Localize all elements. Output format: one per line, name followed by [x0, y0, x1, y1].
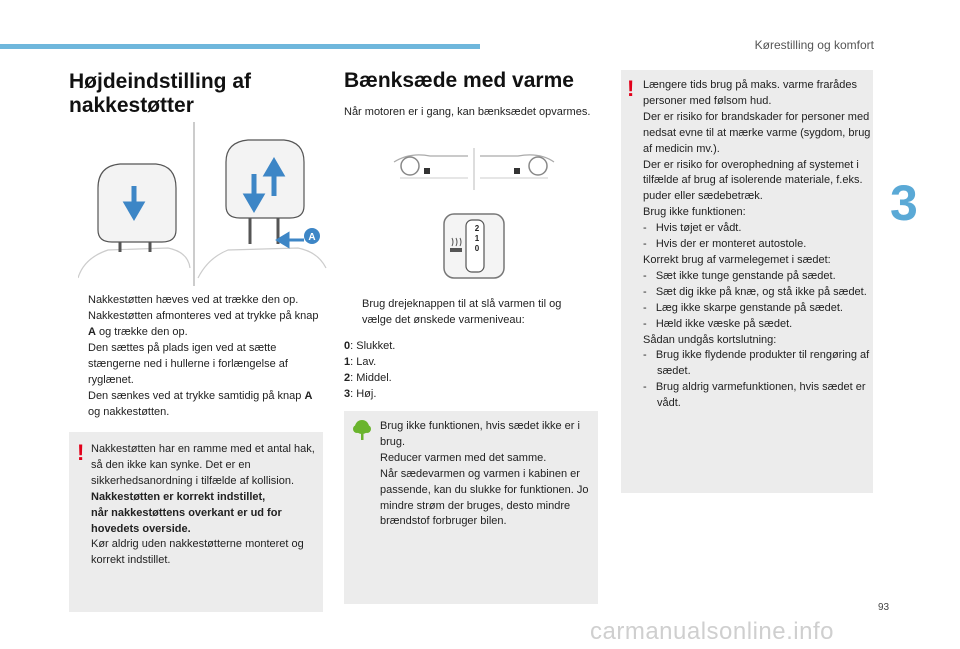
heated-seat-intro: Når motoren er i gang, kan bænksædet opvarmes.: [344, 106, 591, 118]
figure-label-a: A: [308, 232, 316, 243]
headrest-illustration: [78, 118, 334, 288]
heated-seat-illustration: [390, 148, 558, 190]
list-item: - Brug aldrig varmefunktionen, hvis sædet er vådt.: [643, 381, 866, 410]
eco-tree-icon: [352, 419, 372, 441]
heat-knob-illustration: [438, 210, 516, 284]
list-item: 2: Middel.: [344, 372, 392, 384]
watermark: carmanualsonline.info: [590, 618, 834, 645]
section-title: Kørestilling og komfort: [754, 38, 874, 52]
knob-label: 0: [474, 244, 480, 253]
list-item: - Hæld ikke væske på sædet.: [643, 317, 793, 330]
heated-seat-section-title: Bænksæde med varme: [344, 69, 574, 92]
warning-icon: !: [77, 440, 85, 465]
heat-levels-list: [344, 338, 544, 402]
list-item: - Hvis tøjet er vådt.: [643, 222, 742, 235]
heated-seat-instruction: [344, 296, 594, 328]
list-item: - Sæt ikke tunge genstande på sædet.: [643, 269, 836, 282]
knob-label: 1: [474, 234, 480, 243]
list-item: - Hvis der er monteret autostole.: [643, 238, 807, 251]
list-item: 1: Lav.: [344, 356, 377, 368]
headrest-instructions: [70, 292, 325, 420]
list-item: - Brug ikke flydende produkter til rengøring af sædet.: [643, 349, 870, 378]
chapter-number: 3: [890, 175, 918, 231]
list-item: Nakkestøtten hæves ved at trække den op.: [88, 294, 299, 306]
list-item: Nakkestøtten afmonteres ved at trykke på knap A og trække den op.: [88, 310, 319, 338]
list-item: Brug drejeknappen til at slå varmen til og vælge det ønskede varmeniveau:: [362, 298, 562, 326]
list-item: 0: Slukket.: [344, 340, 396, 352]
headrest-warning-box: ! Nakkestøtten har en ramme med et antal hak, så den ikke kan synke. Det er en sikkerhedsanordning i tilfælde af kollision. Nakkestøtten er korrekt indstillet, når nakkestøttens overkant er ud for hovedets overside. Kør aldrig uden nakkestøtterne monteret og korrekt indstillet.: [69, 432, 323, 612]
header-accent-bar: [0, 44, 480, 49]
list-item: Den sænkes ved at trykke samtidig på knap A og nakkestøtten.: [88, 390, 313, 418]
list-item: 3: Høj.: [344, 388, 377, 400]
list-item: - Læg ikke skarpe genstande på sædet.: [643, 301, 843, 314]
warning-icon: !: [627, 76, 635, 101]
headrest-section-title: Højdeindstilling af nakkestøtter: [69, 70, 251, 117]
list-item: - Sæt dig ikke på knæ, og stå ikke på sædet.: [643, 285, 867, 298]
list-item: Den sættes på plads igen ved at sætte stængerne ned i hullerne i forlængelse af ryglænet.: [88, 342, 288, 386]
heated-seat-warning-box: ! Længere tids brug på maks. varme frarådes personer med følsom hud. Der er risiko for brandskader for personer med nedsat evne til at mærke varme (sygdom, brug af medicin mv.). Der er risiko for overophedning af systemet i tilfælde af brug af isolerende materiale, f.eks. puder eller sædebetræk. Brug ikke funktionen: - Hvis tøjet er vådt. - Hvis der er monteret autostole. Korrekt brug af varmelegemet i sædet: - Sæt ikke tunge genstande på sædet. - Sæt dig ikke på knæ, og stå ikke på sædet. - Læg ikke skarpe genstande på sædet. - Hæld ikke væske på sædet. Sådan undgås kortslutning: - Brug ikke flydende produkter til rengøring af sædet. - Brug aldrig varmefunktionen, hvis sædet er vådt.: [621, 70, 873, 493]
knob-label: 2: [474, 224, 480, 233]
eco-tip-box: Brug ikke funktionen, hvis sædet ikke er i brug. Reducer varmen med det samme. Når sædevarmen og varmen i kabinen er passende, kan du slukke for funktionen. Jo mindre strøm der bruges, desto mindre brændstof forbruger bilen.: [344, 411, 598, 604]
page-number: 93: [878, 602, 890, 613]
